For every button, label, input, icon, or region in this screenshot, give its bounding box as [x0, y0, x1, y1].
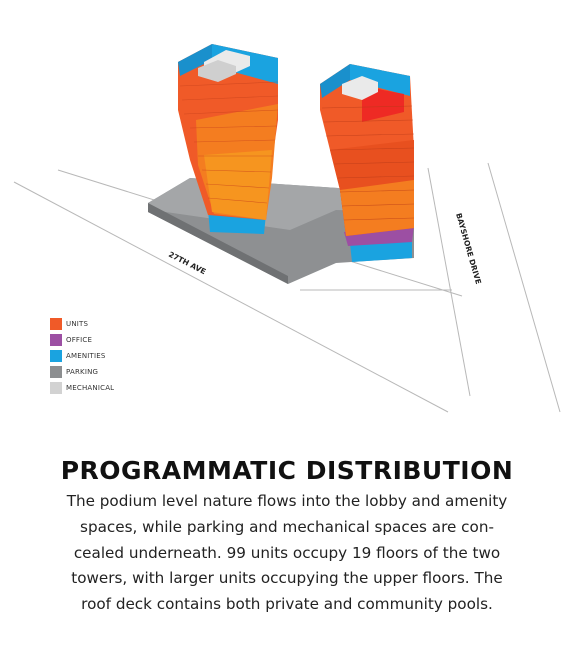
legend: [50, 316, 114, 396]
legend-label: AMENITIES: [66, 352, 106, 360]
street-label-drive: BAYSHORE DRIVE: [454, 212, 483, 286]
legend-label: MECHANICAL: [66, 384, 115, 392]
legend-swatch: [50, 366, 62, 378]
legend-label: PARKING: [66, 368, 99, 376]
legend-item-mechanical: [50, 380, 114, 396]
legend-item-units: [50, 316, 114, 332]
legend-label: UNITS: [66, 320, 89, 328]
legend-label: OFFICE: [66, 336, 93, 344]
legend-swatch: [50, 334, 62, 346]
legend-item-office: [50, 332, 114, 348]
description-line: roof deck contains both private and community pools.: [81, 595, 493, 614]
section-title: PROGRAMMATIC DISTRIBUTION: [60, 456, 514, 485]
description-line: towers, with larger units occupying the upper floors. The: [71, 569, 503, 588]
legend-item-parking: [50, 364, 114, 380]
legend-swatch: [50, 382, 62, 394]
description-line: cealed underneath. 99 units occupy 19 floors of the two: [73, 543, 501, 562]
description-line: The podium level nature flows into the lobby and amenity: [66, 492, 508, 510]
description: [30, 489, 544, 618]
legend-swatch: [50, 350, 62, 362]
description-line: spaces, while parking and mechanical spaces are con-: [80, 517, 494, 536]
legend-item-amenities: [50, 348, 114, 364]
legend-swatch: [50, 318, 62, 330]
street-label-avenue: 27TH AVE: [167, 249, 208, 277]
